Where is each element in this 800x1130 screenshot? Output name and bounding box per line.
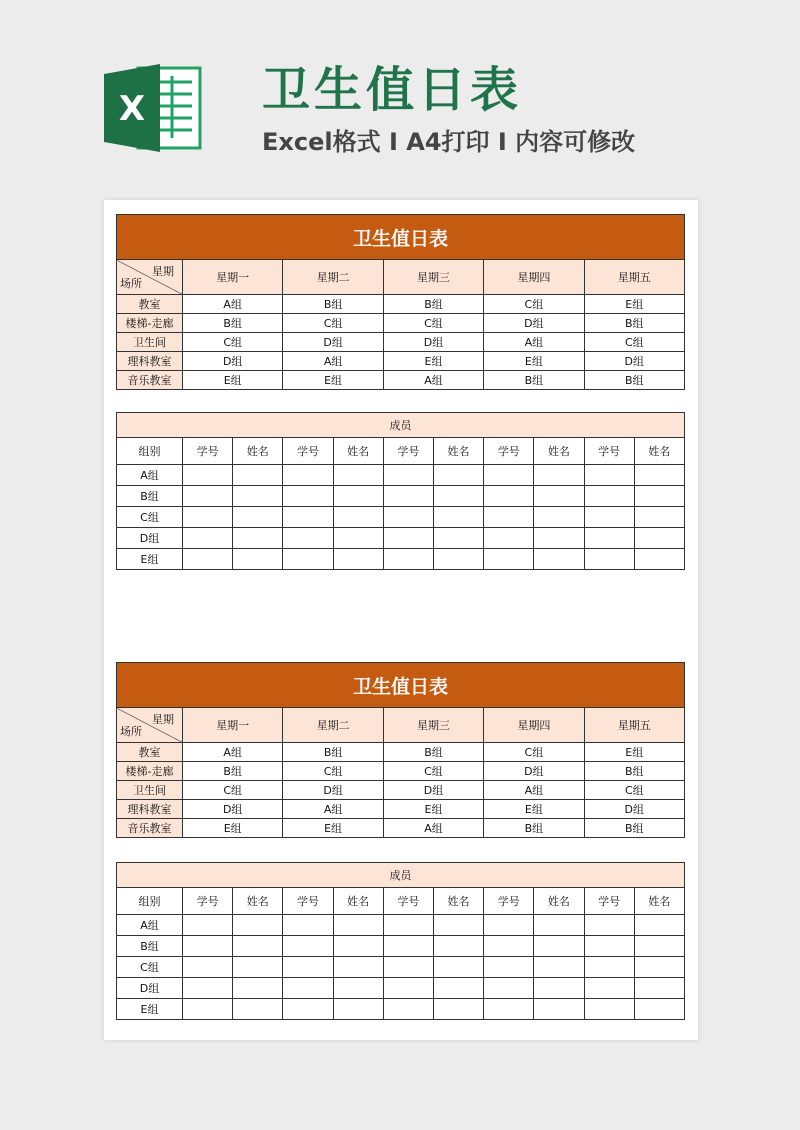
member-col-header: 姓名 (534, 888, 584, 915)
schedule-block-1 (116, 214, 685, 390)
group-label: A组 (117, 465, 183, 486)
member-cell[interactable] (634, 915, 684, 936)
member-cell[interactable] (634, 549, 684, 570)
member-row (117, 465, 685, 486)
member-cell[interactable] (484, 507, 534, 528)
schedule-cell: D组 (383, 781, 483, 800)
schedule-table (116, 214, 685, 390)
member-col-header: 学号 (283, 888, 333, 915)
group-label: E组 (117, 999, 183, 1020)
member-cell[interactable] (233, 528, 283, 549)
member-cell[interactable] (233, 549, 283, 570)
place-label: 楼梯-走廊 (117, 762, 183, 781)
member-cell[interactable] (634, 999, 684, 1020)
member-cell[interactable] (233, 465, 283, 486)
member-col-header: 姓名 (233, 888, 283, 915)
schedule-cell: A组 (484, 333, 584, 352)
group-header: 组别 (117, 438, 183, 465)
member-cell[interactable] (283, 486, 333, 507)
schedule-row (117, 800, 685, 819)
schedule-cell: C组 (183, 781, 283, 800)
place-label: 楼梯-走廊 (117, 314, 183, 333)
day-header: 星期三 (383, 708, 483, 743)
member-cell[interactable] (183, 528, 233, 549)
schedule-cell: E组 (183, 371, 283, 390)
members-title: 成员 (117, 863, 685, 888)
day-header: 星期一 (183, 260, 283, 295)
day-header: 星期二 (283, 708, 383, 743)
member-cell[interactable] (584, 465, 634, 486)
member-cell[interactable] (484, 936, 534, 957)
schedule-row (117, 819, 685, 838)
member-cell[interactable] (383, 507, 433, 528)
member-cell[interactable] (383, 999, 433, 1020)
schedule-title: 卫生值日表 (117, 663, 685, 708)
schedule-cell: B组 (584, 819, 684, 838)
member-cell[interactable] (283, 978, 333, 999)
member-cell[interactable] (433, 936, 483, 957)
schedule-cell: D组 (383, 333, 483, 352)
member-cell[interactable] (333, 549, 383, 570)
member-cell[interactable] (183, 549, 233, 570)
member-cell[interactable] (534, 915, 584, 936)
member-cell[interactable] (484, 465, 534, 486)
member-col-header: 姓名 (433, 438, 483, 465)
schedule-cell: A组 (383, 819, 483, 838)
schedule-cell: B组 (383, 743, 483, 762)
member-cell[interactable] (383, 465, 433, 486)
day-header: 星期一 (183, 708, 283, 743)
member-col-header: 学号 (584, 888, 634, 915)
day-header: 星期二 (283, 260, 383, 295)
member-cell[interactable] (383, 528, 433, 549)
schedule-cell: E组 (283, 819, 383, 838)
schedule-cell: D组 (283, 781, 383, 800)
members-title: 成员 (117, 413, 685, 438)
schedule-cell: B组 (183, 314, 283, 333)
member-cell[interactable] (433, 549, 483, 570)
place-label: 教室 (117, 743, 183, 762)
group-label: C组 (117, 957, 183, 978)
logo-letter: X (118, 89, 146, 129)
member-col-header: 姓名 (333, 888, 383, 915)
group-label: D组 (117, 978, 183, 999)
schedule-cell: E组 (183, 819, 283, 838)
schedule-cell: D组 (484, 762, 584, 781)
member-cell[interactable] (333, 465, 383, 486)
member-col-header: 学号 (484, 888, 534, 915)
schedule-cell: B组 (484, 819, 584, 838)
corner-place-label: 场所 (120, 725, 142, 738)
schedule-cell: D组 (183, 800, 283, 819)
member-cell[interactable] (383, 549, 433, 570)
member-cell[interactable] (183, 936, 233, 957)
schedule-cell: D组 (584, 352, 684, 371)
member-col-header: 姓名 (333, 438, 383, 465)
member-col-header: 学号 (283, 438, 333, 465)
member-col-header: 学号 (183, 438, 233, 465)
member-cell[interactable] (534, 486, 584, 507)
member-cell[interactable] (183, 486, 233, 507)
corner-day-label: 星期 (152, 713, 174, 726)
day-header: 星期四 (484, 260, 584, 295)
page-subtitle: Excel格式 I A4打印 I 内容可修改 (262, 128, 636, 156)
member-col-header: 学号 (383, 438, 433, 465)
member-col-header: 姓名 (534, 438, 584, 465)
member-cell[interactable] (233, 486, 283, 507)
member-row (117, 957, 685, 978)
schedule-cell: C组 (584, 781, 684, 800)
member-cell[interactable] (283, 936, 333, 957)
members-block-1 (116, 412, 685, 570)
member-cell[interactable] (534, 528, 584, 549)
schedule-cell: E组 (584, 743, 684, 762)
schedule-cell: A组 (183, 743, 283, 762)
member-cell[interactable] (233, 978, 283, 999)
member-cell[interactable] (283, 528, 333, 549)
schedule-cell: C组 (183, 333, 283, 352)
member-cell[interactable] (433, 957, 483, 978)
member-cell[interactable] (534, 936, 584, 957)
schedule-row (117, 762, 685, 781)
member-cell[interactable] (283, 507, 333, 528)
schedule-cell: C组 (283, 762, 383, 781)
schedule-cell: C组 (484, 295, 584, 314)
schedule-cell: A组 (283, 352, 383, 371)
schedule-cell: C组 (584, 333, 684, 352)
member-cell[interactable] (634, 528, 684, 549)
schedule-cell: C组 (283, 314, 383, 333)
member-row (117, 549, 685, 570)
schedule-row (117, 781, 685, 800)
schedule-row (117, 314, 685, 333)
member-cell[interactable] (584, 936, 634, 957)
member-cell[interactable] (383, 957, 433, 978)
members-table (116, 862, 685, 1020)
schedule-cell: E组 (484, 352, 584, 371)
member-cell[interactable] (433, 507, 483, 528)
place-label: 理科教室 (117, 352, 183, 371)
member-col-header: 姓名 (433, 888, 483, 915)
schedule-cell: D组 (183, 352, 283, 371)
member-cell[interactable] (183, 957, 233, 978)
member-cell[interactable] (433, 999, 483, 1020)
member-cell[interactable] (584, 915, 634, 936)
group-label: B组 (117, 936, 183, 957)
group-label: B组 (117, 486, 183, 507)
schedule-cell: C组 (383, 314, 483, 333)
member-cell[interactable] (584, 957, 634, 978)
member-cell[interactable] (634, 957, 684, 978)
member-cell[interactable] (484, 999, 534, 1020)
member-cell[interactable] (484, 957, 534, 978)
member-row (117, 915, 685, 936)
schedule-cell: B组 (584, 314, 684, 333)
place-label: 理科教室 (117, 800, 183, 819)
schedule-cell: A组 (283, 800, 383, 819)
member-cell[interactable] (333, 486, 383, 507)
member-cell[interactable] (333, 936, 383, 957)
member-cell[interactable] (534, 507, 584, 528)
member-cell[interactable] (283, 915, 333, 936)
member-row (117, 528, 685, 549)
member-cell[interactable] (484, 978, 534, 999)
member-cell[interactable] (383, 915, 433, 936)
corner-place-label: 场所 (120, 277, 142, 290)
member-cell[interactable] (584, 486, 634, 507)
schedule-cell: B组 (283, 295, 383, 314)
place-label: 教室 (117, 295, 183, 314)
page-title: 卫生值日表 (262, 62, 523, 118)
member-cell[interactable] (283, 999, 333, 1020)
schedule-cell: C组 (383, 762, 483, 781)
schedule-cell: E组 (383, 352, 483, 371)
member-cell[interactable] (584, 549, 634, 570)
member-cell[interactable] (534, 465, 584, 486)
group-label: D组 (117, 528, 183, 549)
group-label: A组 (117, 915, 183, 936)
member-cell[interactable] (283, 549, 333, 570)
member-cell[interactable] (584, 999, 634, 1020)
schedule-cell: B组 (584, 371, 684, 390)
schedule-cell: D组 (484, 314, 584, 333)
member-cell[interactable] (333, 915, 383, 936)
schedule-cell: B组 (183, 762, 283, 781)
place-label: 卫生间 (117, 333, 183, 352)
schedule-row (117, 371, 685, 390)
member-col-header: 学号 (584, 438, 634, 465)
member-cell[interactable] (534, 549, 584, 570)
member-row (117, 507, 685, 528)
member-cell[interactable] (233, 999, 283, 1020)
member-cell[interactable] (433, 978, 483, 999)
member-col-header: 姓名 (634, 438, 684, 465)
schedule-cell: B组 (584, 762, 684, 781)
member-cell[interactable] (333, 999, 383, 1020)
member-cell[interactable] (333, 507, 383, 528)
member-cell[interactable] (634, 936, 684, 957)
member-row (117, 936, 685, 957)
schedule-row (117, 333, 685, 352)
schedule-cell: E组 (383, 800, 483, 819)
members-block-2 (116, 862, 685, 1020)
corner-day-label: 星期 (152, 265, 174, 278)
group-label: C组 (117, 507, 183, 528)
schedule-block-2 (116, 662, 685, 838)
member-cell[interactable] (634, 486, 684, 507)
member-cell[interactable] (484, 915, 534, 936)
schedule-table (116, 662, 685, 838)
place-label: 音乐教室 (117, 819, 183, 838)
schedule-row (117, 295, 685, 314)
corner-header (117, 708, 183, 743)
member-cell[interactable] (383, 936, 433, 957)
member-cell[interactable] (584, 507, 634, 528)
schedule-cell: D组 (283, 333, 383, 352)
member-cell[interactable] (584, 978, 634, 999)
members-table (116, 412, 685, 570)
member-cell[interactable] (433, 465, 483, 486)
member-row (117, 978, 685, 999)
member-col-header: 姓名 (634, 888, 684, 915)
schedule-cell: C组 (484, 743, 584, 762)
member-row (117, 999, 685, 1020)
place-label: 卫生间 (117, 781, 183, 800)
member-cell[interactable] (484, 528, 534, 549)
member-col-header: 学号 (484, 438, 534, 465)
member-col-header: 学号 (383, 888, 433, 915)
group-label: E组 (117, 549, 183, 570)
member-cell[interactable] (433, 915, 483, 936)
schedule-cell: B组 (383, 295, 483, 314)
schedule-row (117, 352, 685, 371)
excel-logo-icon (104, 60, 204, 156)
schedule-title: 卫生值日表 (117, 215, 685, 260)
member-cell[interactable] (534, 999, 584, 1020)
day-header: 星期五 (584, 708, 684, 743)
schedule-cell: A组 (183, 295, 283, 314)
member-cell[interactable] (383, 978, 433, 999)
member-cell[interactable] (233, 936, 283, 957)
member-cell[interactable] (634, 978, 684, 999)
member-cell[interactable] (183, 978, 233, 999)
member-cell[interactable] (233, 957, 283, 978)
schedule-cell: E组 (584, 295, 684, 314)
member-cell[interactable] (634, 507, 684, 528)
member-cell[interactable] (283, 465, 333, 486)
member-cell[interactable] (333, 957, 383, 978)
schedule-cell: E组 (283, 371, 383, 390)
member-cell[interactable] (433, 486, 483, 507)
member-cell[interactable] (383, 486, 433, 507)
day-header: 星期四 (484, 708, 584, 743)
member-cell[interactable] (484, 549, 534, 570)
member-cell[interactable] (484, 486, 534, 507)
member-cell[interactable] (183, 507, 233, 528)
member-cell[interactable] (233, 507, 283, 528)
member-cell[interactable] (433, 528, 483, 549)
group-header: 组别 (117, 888, 183, 915)
member-cell[interactable] (333, 978, 383, 999)
schedule-cell: B组 (484, 371, 584, 390)
member-cell[interactable] (584, 528, 634, 549)
schedule-cell: E组 (484, 800, 584, 819)
schedule-row (117, 743, 685, 762)
member-cell[interactable] (283, 957, 333, 978)
member-cell[interactable] (183, 465, 233, 486)
member-col-header: 学号 (183, 888, 233, 915)
member-cell[interactable] (534, 957, 584, 978)
member-cell[interactable] (333, 528, 383, 549)
day-header: 星期三 (383, 260, 483, 295)
document-page (104, 200, 698, 1040)
member-cell[interactable] (183, 915, 233, 936)
schedule-cell: A组 (484, 781, 584, 800)
member-cell[interactable] (183, 999, 233, 1020)
member-cell[interactable] (634, 465, 684, 486)
member-row (117, 486, 685, 507)
member-col-header: 姓名 (233, 438, 283, 465)
schedule-cell: D组 (584, 800, 684, 819)
member-cell[interactable] (534, 978, 584, 999)
schedule-cell: A组 (383, 371, 483, 390)
schedule-cell: B组 (283, 743, 383, 762)
corner-header (117, 260, 183, 295)
member-cell[interactable] (233, 915, 283, 936)
day-header: 星期五 (584, 260, 684, 295)
place-label: 音乐教室 (117, 371, 183, 390)
